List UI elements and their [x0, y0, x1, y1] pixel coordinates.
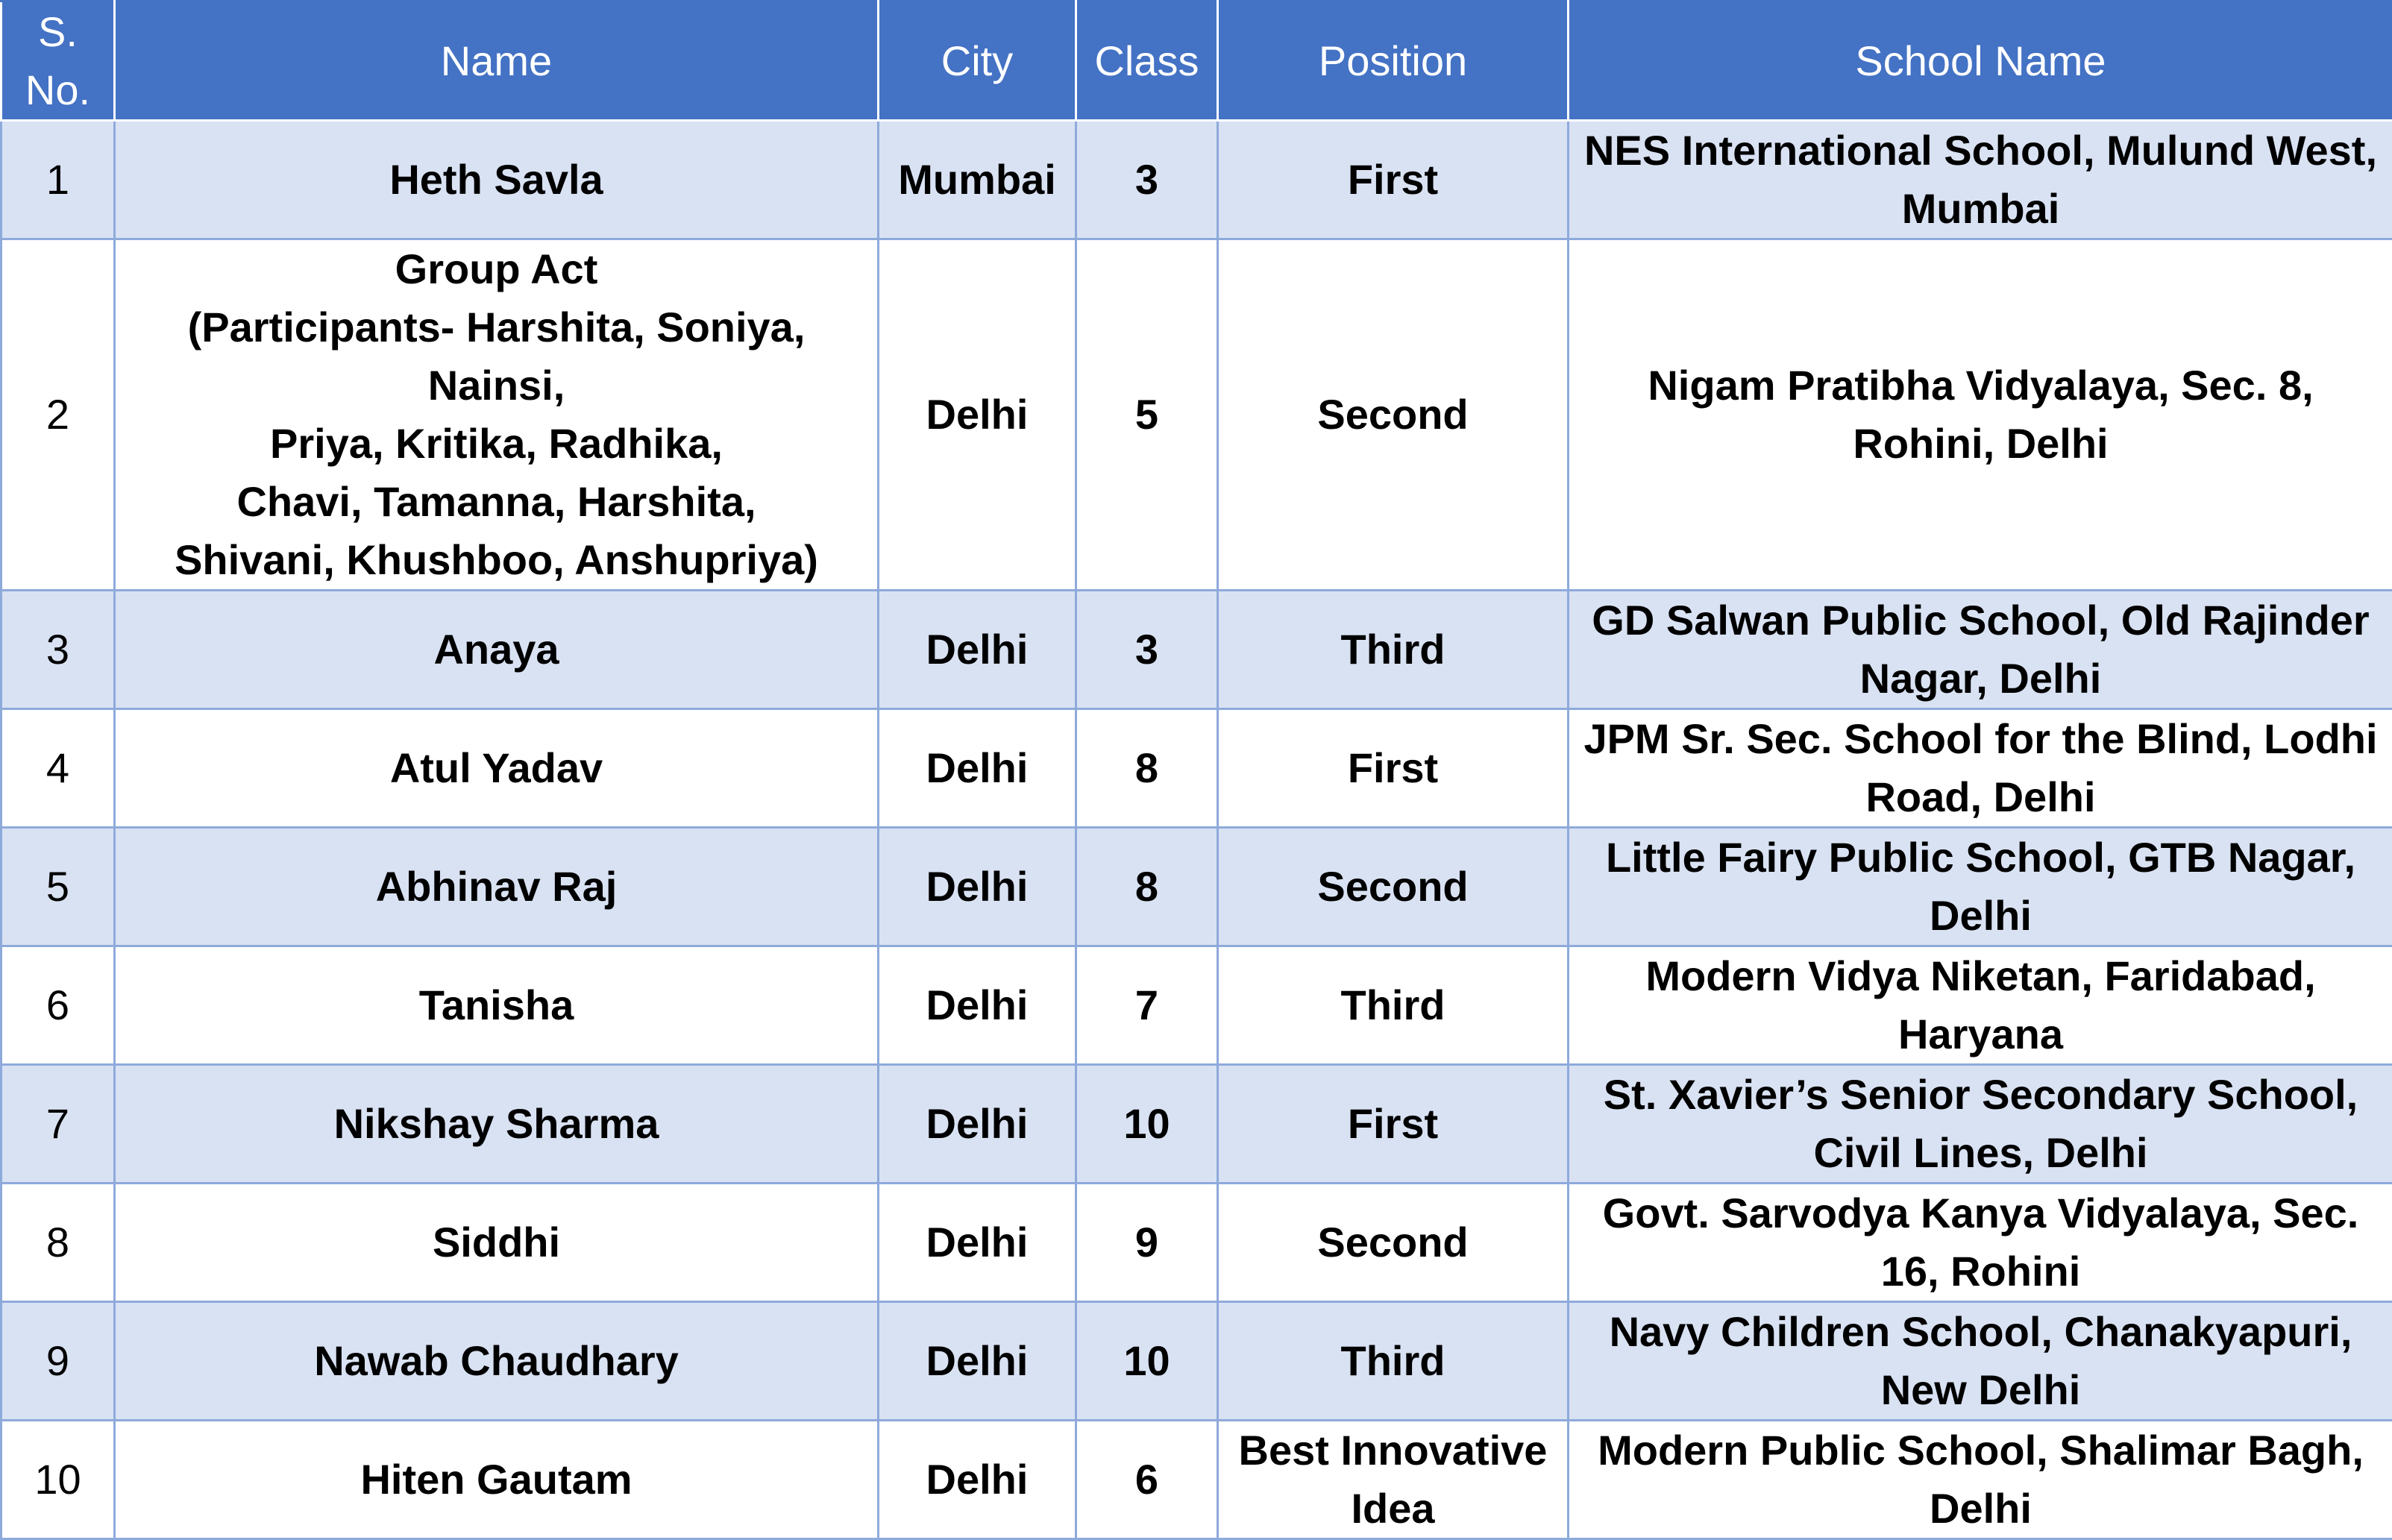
cell-name: Anaya [115, 591, 879, 709]
cell-school: NES International School, Mulund West, Mumbai [1569, 121, 2392, 239]
cell-class: 7 [1076, 946, 1218, 1065]
table-row [1, 1184, 2392, 1302]
cell-position: Third [1218, 591, 1569, 709]
name-line: (Participants- Harshita, Soniya, Nainsi, [122, 298, 871, 415]
cell-sno: 7 [1, 1065, 115, 1184]
cell-sno: 6 [1, 946, 115, 1065]
cell-position: Third [1218, 946, 1569, 1065]
cell-class: 10 [1076, 1302, 1218, 1421]
cell-city: Delhi [879, 1065, 1076, 1184]
cell-class: 6 [1076, 1421, 1218, 1539]
cell-name: Siddhi [115, 1184, 879, 1302]
header-name: Name [115, 1, 879, 121]
cell-position: Second [1218, 1184, 1569, 1302]
table-row [1, 709, 2392, 828]
name-line: Chavi, Tamanna, Harshita, [122, 473, 871, 531]
cell-class: 5 [1076, 239, 1218, 591]
table-row [1, 828, 2392, 946]
cell-city: Delhi [879, 239, 1076, 591]
header-school: School Name [1569, 1, 2392, 121]
table-row [1, 121, 2392, 239]
cell-school: Navy Children School, Chanakyapuri, New Delhi [1569, 1302, 2392, 1421]
cell-sno: 5 [1, 828, 115, 946]
cell-sno: 8 [1, 1184, 115, 1302]
table-row [1, 1421, 2392, 1539]
table-row [1, 946, 2392, 1065]
cell-position: Second [1218, 828, 1569, 946]
header-class: Class [1076, 1, 1218, 121]
cell-position: Third [1218, 1302, 1569, 1421]
table-row [1, 1065, 2392, 1184]
cell-city: Delhi [879, 1302, 1076, 1421]
header-sno: S. No. [1, 1, 115, 121]
cell-name [115, 239, 879, 591]
cell-position: Second [1218, 239, 1569, 591]
cell-city: Mumbai [879, 121, 1076, 239]
cell-name: Abhinav Raj [115, 828, 879, 946]
cell-school: GD Salwan Public School, Old Rajinder Nagar, Delhi [1569, 591, 2392, 709]
cell-name: Atul Yadav [115, 709, 879, 828]
name-line: Group Act [122, 240, 871, 298]
table-row [1, 1302, 2392, 1421]
cell-sno: 2 [1, 239, 115, 591]
header-city: City [879, 1, 1076, 121]
cell-name: Tanisha [115, 946, 879, 1065]
name-line: Shivani, Khushboo, Anshupriya) [122, 531, 871, 589]
cell-sno: 1 [1, 121, 115, 239]
cell-sno: 4 [1, 709, 115, 828]
table-row [1, 591, 2392, 709]
cell-school: St. Xavier’s Senior Secondary School, Civil Lines, Delhi [1569, 1065, 2392, 1184]
cell-class: 8 [1076, 709, 1218, 828]
cell-name: Nikshay Sharma [115, 1065, 879, 1184]
cell-school: Modern Vidya Niketan, Faridabad, Haryana [1569, 946, 2392, 1065]
cell-city: Delhi [879, 591, 1076, 709]
cell-city: Delhi [879, 1421, 1076, 1539]
cell-class: 3 [1076, 121, 1218, 239]
cell-name: Nawab Chaudhary [115, 1302, 879, 1421]
cell-city: Delhi [879, 709, 1076, 828]
cell-position: First [1218, 1065, 1569, 1184]
cell-sno: 9 [1, 1302, 115, 1421]
cell-class: 8 [1076, 828, 1218, 946]
cell-position: First [1218, 121, 1569, 239]
cell-class: 3 [1076, 591, 1218, 709]
table-row [1, 239, 2392, 591]
header-row [1, 1, 2392, 121]
cell-class: 10 [1076, 1065, 1218, 1184]
cell-school: Modern Public School, Shalimar Bagh, Delhi [1569, 1421, 2392, 1539]
cell-school: JPM Sr. Sec. School for the Blind, Lodhi Road, Delhi [1569, 709, 2392, 828]
cell-name: Hiten Gautam [115, 1421, 879, 1539]
cell-school: Govt. Sarvodya Kanya Vidyalaya, Sec. 16, Rohini [1569, 1184, 2392, 1302]
cell-class: 9 [1076, 1184, 1218, 1302]
cell-school: Nigam Pratibha Vidyalaya, Sec. 8, Rohini, Delhi [1569, 239, 2392, 591]
cell-school: Little Fairy Public School, GTB Nagar, Delhi [1569, 828, 2392, 946]
cell-city: Delhi [879, 1184, 1076, 1302]
cell-city: Delhi [879, 828, 1076, 946]
header-position: Position [1218, 1, 1569, 121]
name-line: Priya, Kritika, Radhika, [122, 415, 871, 473]
cell-position: Best Innovative Idea [1218, 1421, 1569, 1539]
cell-sno: 3 [1, 591, 115, 709]
cell-sno: 10 [1, 1421, 115, 1539]
cell-position: First [1218, 709, 1569, 828]
cell-name: Heth Savla [115, 121, 879, 239]
cell-city: Delhi [879, 946, 1076, 1065]
